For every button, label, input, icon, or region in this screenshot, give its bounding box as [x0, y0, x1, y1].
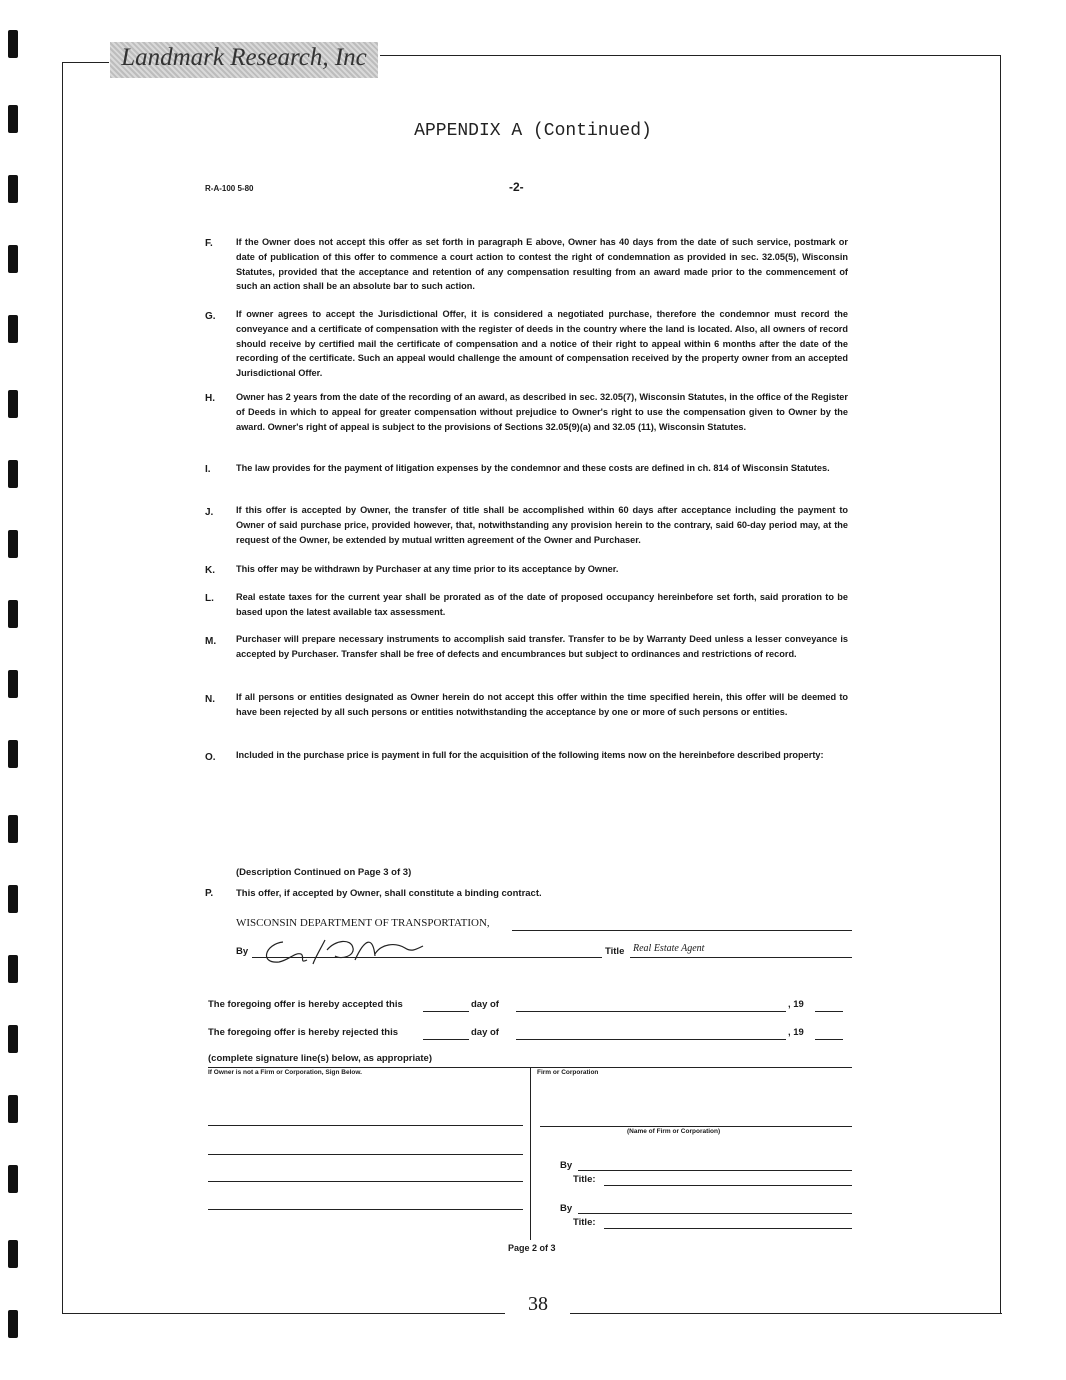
para-label-k: K.: [205, 565, 215, 576]
binding-hole: [8, 1025, 18, 1053]
rejected-text: The foregoing offer is hereby rejected this: [208, 1027, 399, 1038]
accepted-text: The foregoing offer is hereby accepted this: [208, 999, 403, 1010]
para-label-p: P.: [205, 888, 214, 899]
owner-signature-line-1[interactable]: [208, 1125, 523, 1126]
accepted-day-field[interactable]: [423, 1011, 469, 1012]
binding-hole: [8, 30, 18, 58]
firm-title-line-1[interactable]: [604, 1185, 852, 1186]
para-label-l: L.: [205, 593, 214, 604]
paragraph-n: If all persons or entities designated as Owner herein do not accept this offer within the time specified herein, this offer will be deemed to have been rejected by all such persons or entities notwithstanding the acceptance by one or more of such persons or entities.: [236, 692, 848, 717]
rejected-day-of: day of: [471, 1027, 499, 1038]
page-title: APPENDIX A (Continued): [414, 121, 652, 141]
continuation-note: (Description Continued on Page 3 of 3): [236, 867, 412, 878]
frame-border: [570, 1313, 1002, 1314]
title-label: Title: [605, 946, 625, 957]
para-label-f: F.: [205, 238, 213, 249]
individual-owner-header: If Owner is not a Firm or Corporation, Sign Below.: [208, 1069, 362, 1076]
binding-hole: [8, 1240, 18, 1268]
firm-title-line-2[interactable]: [604, 1228, 852, 1229]
paragraph-o: Included in the purchase price is payment in full for the acquisition of the following items now on the hereinbefore described property:: [236, 750, 824, 760]
agency-name: WISCONSIN DEPARTMENT OF TRANSPORTATION,: [236, 917, 490, 929]
owner-signature-line-4[interactable]: [208, 1209, 523, 1210]
page-number: 38: [528, 1293, 548, 1315]
paragraph-l: Real estate taxes for the current year shall be prorated as of the date of proposed occupancy hereinbefore set forth, said proration to be based upon the latest available tax assessment.: [236, 592, 848, 617]
binding-hole: [8, 740, 18, 768]
frame-border: [62, 62, 109, 63]
paragraph-k: This offer may be withdrawn by Purchaser at any time prior to its acceptance by Owner.: [236, 564, 619, 574]
accepted-month-field[interactable]: [516, 1011, 786, 1012]
firm-header: Firm or Corporation: [537, 1069, 599, 1076]
binding-hole: [8, 315, 18, 343]
frame-border: [62, 1313, 505, 1314]
title-value: Real Estate Agent: [633, 943, 705, 954]
page-marker: -2-: [509, 180, 524, 194]
paragraph-i: The law provides for the payment of litigation expenses by the condemnor and these costs are defined in ch. 814 of Wisconsin Statutes.: [236, 463, 830, 473]
para-label-g: G.: [205, 311, 216, 322]
firm-title-label-2: Title:: [573, 1217, 596, 1228]
owner-signature-line-2[interactable]: [208, 1154, 523, 1155]
firm-by-line-1[interactable]: [578, 1170, 852, 1171]
accepted-year-field[interactable]: [815, 1011, 843, 1012]
firm-title-label-1: Title:: [573, 1174, 596, 1185]
page-of-label: Page 2 of 3: [508, 1243, 556, 1253]
rejected-year-prefix: , 19: [788, 1027, 804, 1038]
binding-hole: [8, 1095, 18, 1123]
binding-hole: [8, 600, 18, 628]
logo-text: Landmark Research, Inc: [121, 44, 367, 71]
firm-by-line-2[interactable]: [578, 1213, 852, 1214]
binding-hole: [8, 460, 18, 488]
binding-hole: [8, 955, 18, 983]
binding-hole: [8, 245, 18, 273]
by-label: By: [236, 946, 249, 957]
firm-name-caption: (Name of Firm or Corporation): [627, 1128, 721, 1135]
accepted-year-prefix: , 19: [788, 999, 804, 1010]
binding-hole: [8, 390, 18, 418]
rejected-day-field[interactable]: [423, 1039, 469, 1040]
agency-line: [512, 930, 852, 931]
para-label-n: N.: [205, 694, 215, 705]
agent-signature: [255, 930, 430, 970]
firm-by-label-1: By: [560, 1160, 573, 1171]
paragraph-j: If this offer is accepted by Owner, the transfer of title shall be accomplished within 60 days after acceptance including the payment to Owner of said purchase price, provided however, that, notwithstanding any provision herein to the contrary, said 60-day period may, at the request of the Owner, be extended by mutual written agreement of the Owner and Purchaser.: [236, 505, 848, 545]
signature-note: (complete signature line(s) below, as appropriate): [208, 1053, 432, 1064]
binding-hole: [8, 175, 18, 203]
para-label-m: M.: [205, 636, 217, 647]
paragraph-h: Owner has 2 years from the date of the recording of an award, as described in sec. 32.05(7), Wisconsin Statutes, in the office of the Register of Deeds in which to appeal for greater compensation without prejudice to Owner's right to use the compensation given to Owner by the award. Owner's right of appeal is subject to the provisions of Sections 32.05(9)(a) and 32.05 (11), Wisconsin Statutes.: [236, 392, 848, 432]
owner-signature-line-3[interactable]: [208, 1181, 523, 1182]
frame-border: [380, 55, 1000, 56]
form-code: R-A-100 5-80: [205, 184, 254, 193]
firm-name-line[interactable]: [540, 1126, 852, 1127]
binding-hole: [8, 1310, 18, 1338]
para-label-o: O.: [205, 752, 216, 763]
paragraph-g: If owner agrees to accept the Jurisdictional Offer, it is considered a negotiated purchase, therefore the condemnor must record the conveyance and a certificate of compensation with the register of deeds in the country where the land is located. Also, all owners of record should receive by certified mail the certificate of compensation and a notice of their right to appeal within 6 months after the date of the recording of the certificate. Such an appeal would challenge the amount of compensation received by the property owner from an accepted Jurisdictional Offer.: [236, 309, 848, 379]
binding-hole: [8, 1165, 18, 1193]
rejected-year-field[interactable]: [815, 1039, 843, 1040]
para-label-i: I.: [205, 464, 211, 475]
accepted-day-of: day of: [471, 999, 499, 1010]
frame-border: [62, 62, 63, 1314]
paragraph-m: Purchaser will prepare necessary instruments to accomplish said transfer. Transfer to be by Warranty Deed unless a lesser conveyance is accepted by Purchaser. Transfer shall be free of defects and encumbrances but subject to ordinances and restrictions of record.: [236, 634, 848, 659]
paragraph-p: This offer, if accepted by Owner, shall constitute a binding contract.: [236, 888, 542, 899]
frame-border: [1000, 55, 1001, 1314]
para-label-j: J.: [205, 507, 214, 518]
binding-hole: [8, 885, 18, 913]
paragraph-f: If the Owner does not accept this offer as set forth in paragraph E above, Owner has 40 days from the date of such service, postmark or date of publication of this offer to commence a court action to contest the right of condemnation as provided in sec. 32.05(5), Wisconsin Statutes, provided that the acceptance and retention of any compensation resulting from an award made prior to the commencement of such an action shall be an absolute bar to such action.: [236, 237, 848, 292]
firm-by-label-2: By: [560, 1203, 573, 1214]
binding-hole: [8, 530, 18, 558]
rejected-month-field[interactable]: [516, 1039, 786, 1040]
binding-hole: [8, 670, 18, 698]
title-line[interactable]: [630, 957, 852, 958]
owner-block-divider: [530, 1067, 531, 1240]
company-logo: [110, 42, 378, 78]
para-label-h: H.: [205, 393, 215, 404]
binding-hole: [8, 815, 18, 843]
